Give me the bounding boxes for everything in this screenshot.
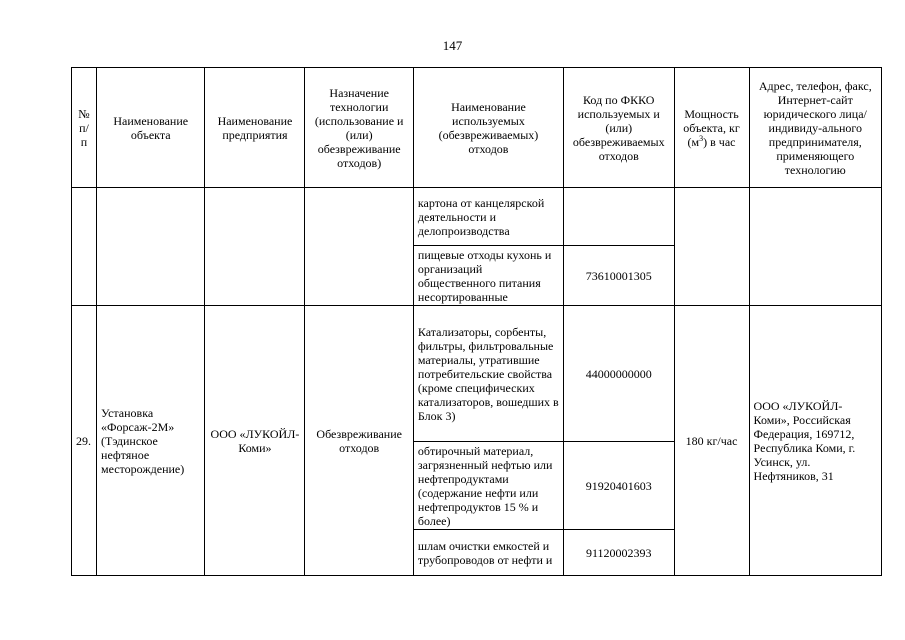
cont-enterprise-cell <box>205 188 305 306</box>
table-header-row <box>72 68 882 188</box>
waste-name-cell: шлам очистки емкостей и трубопроводов от нефти и <box>413 530 563 576</box>
waste-name-cell: картона от канцелярской деятельности и делопроизводства <box>413 188 563 246</box>
header-waste: Наименование используемых (обезвреживаемых) отходов <box>413 68 563 188</box>
waste-technologies-table <box>71 67 882 576</box>
record-technology-cell: Обезвреживание отходов <box>305 306 413 576</box>
waste-name-cell: пищевые отходы кухонь и организаций общественного питания несортированные <box>413 246 563 306</box>
cont-capacity-cell <box>674 188 749 306</box>
record-object-cell: Установка «Форсаж-2М» (Тэдинское нефтяное месторождение) <box>97 306 205 576</box>
header-capacity-tail: ) в час <box>703 134 736 149</box>
header-num: № п/п <box>72 68 97 188</box>
cont-address-cell <box>749 188 881 306</box>
header-enterprise: Наименование предприятия <box>205 68 305 188</box>
waste-code-cell: 73610001305 <box>564 246 675 306</box>
header-capacity-main: Мощность объекта, кг (м <box>683 106 740 149</box>
header-capacity-sup: 3 <box>699 133 704 143</box>
waste-code-cell: 91920401603 <box>564 442 675 530</box>
waste-code-cell <box>564 188 675 246</box>
header-capacity <box>674 68 749 188</box>
table-row <box>72 306 882 442</box>
record-address-cell: ООО «ЛУКОЙЛ-Коми», Российская Федерация, 169712, Республика Коми, г. Усинск, ул. Нефтяников, 31 <box>749 306 881 576</box>
header-technology: Назначение технологии (использование и (или) обезвреживание отходов) <box>305 68 413 188</box>
header-object: Наименование объекта <box>97 68 205 188</box>
page-number: 147 <box>442 38 463 53</box>
header-code: Код по ФККО используемых и (или) обезвреживаемых отходов <box>564 68 675 188</box>
record-capacity-cell: 180 кг/час <box>674 306 749 576</box>
waste-code-cell: 91120002393 <box>564 530 675 576</box>
record-num-cell: 29. <box>72 306 97 576</box>
table-row <box>72 188 882 246</box>
header-address: Адрес, телефон, факс, Интернет-сайт юридического лица/индивиду-ального предпринимателя, применяющего технологию <box>749 68 881 188</box>
record-enterprise-cell: ООО «ЛУКОЙЛ-Коми» <box>205 306 305 576</box>
waste-name-cell: обтирочный материал, загрязненный нефтью или нефтепродуктами (содержание нефти или нефтепродуктов 15 % и более) <box>413 442 563 530</box>
cont-num-cell <box>72 188 97 306</box>
cont-object-cell <box>97 188 205 306</box>
waste-code-cell: 44000000000 <box>564 306 675 442</box>
cont-technology-cell <box>305 188 413 306</box>
waste-name-cell: Катализаторы, сорбенты, фильтры, фильтровальные материалы, утратившие потребительские свойства (кроме специфических катализаторов, вошедших в Блок 3) <box>413 306 563 442</box>
